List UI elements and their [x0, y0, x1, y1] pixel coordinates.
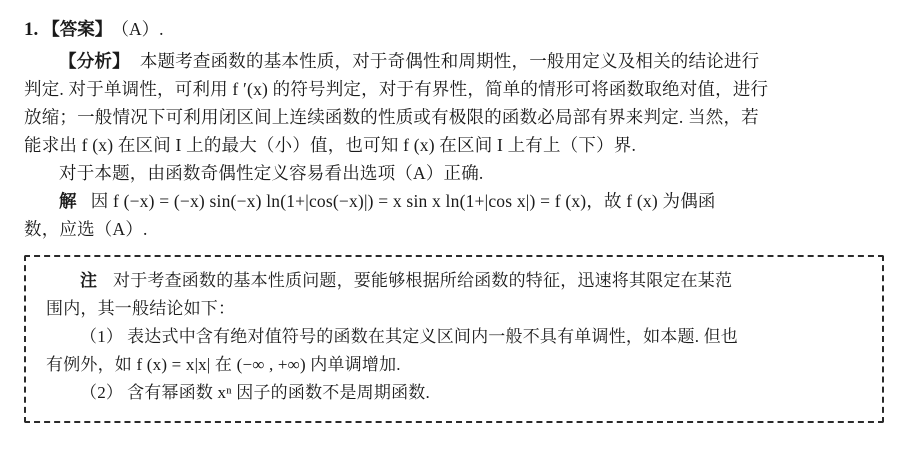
note-item-1-line-1	[46, 323, 862, 351]
analysis-label: 【分析】	[59, 51, 130, 71]
note-label: 注	[80, 271, 99, 290]
note-item-1-line-2: 有例外，如 f (x) = x|x| 在 (−∞ , +∞) 内单调增加.	[46, 355, 401, 374]
note-item-2-marker: （2）	[80, 383, 124, 402]
note-text-1: 对于考查函数的基本性质问题，要能够根据所给函数的特征，迅速将其限定在某范	[113, 271, 733, 290]
answer-label: 【答案】	[42, 19, 113, 39]
solution-text-1: 因 f (−x) = (−x) sin(−x) ln(1+|cos(−x)|) = x sin x ln(1+|cos x|) = f (x)，故 f (x) 为偶函	[90, 191, 716, 211]
note-item-1-text-1: 表达式中含有绝对值符号的函数在其定义区间内一般不具有单调性，如本题. 但也	[127, 327, 739, 346]
note-box	[24, 255, 884, 423]
note-item-2-line-1	[46, 379, 862, 407]
note-item-1-marker: （1）	[80, 327, 124, 346]
analysis-conclusion: 对于本题，由函数奇偶性定义容易看出选项（A）正确.	[59, 163, 484, 183]
analysis-line-1	[24, 47, 884, 75]
solution-label: 解	[59, 191, 77, 211]
question-number: 1.	[24, 19, 39, 40]
question-answer-line	[24, 14, 884, 45]
analysis-block	[24, 47, 884, 159]
analysis-text-1: 本题考查函数的基本性质，对于奇偶性和周期性，一般用定义及相关的结论进行	[139, 51, 760, 71]
analysis-line-3: 放缩；一般情况下可利用闭区间上连续函数的性质或有极限的函数必局部有界来判定. 当然，若	[24, 107, 759, 127]
note-line-2: 围内，其一般结论如下：	[46, 299, 236, 318]
solution-line-2: 数，应选（A）.	[24, 219, 148, 239]
answer-text: （A）.	[120, 19, 164, 39]
solution-block	[24, 187, 884, 243]
analysis-line-2: 判定. 对于单调性，可利用 f ′(x) 的符号判定，对于有界性，简单的情形可将函数取绝对值，进行	[24, 79, 769, 99]
solution-line-1	[24, 187, 884, 215]
note-item-2-text-1: 含有幂函数 xⁿ 因子的函数不是周期函数.	[127, 383, 430, 402]
note-line-1	[46, 267, 862, 295]
analysis-line-4: 能求出 f (x) 在区间 I 上的最大（小）值，也可知 f (x) 在区间 I 上有上（下）界.	[24, 135, 637, 155]
